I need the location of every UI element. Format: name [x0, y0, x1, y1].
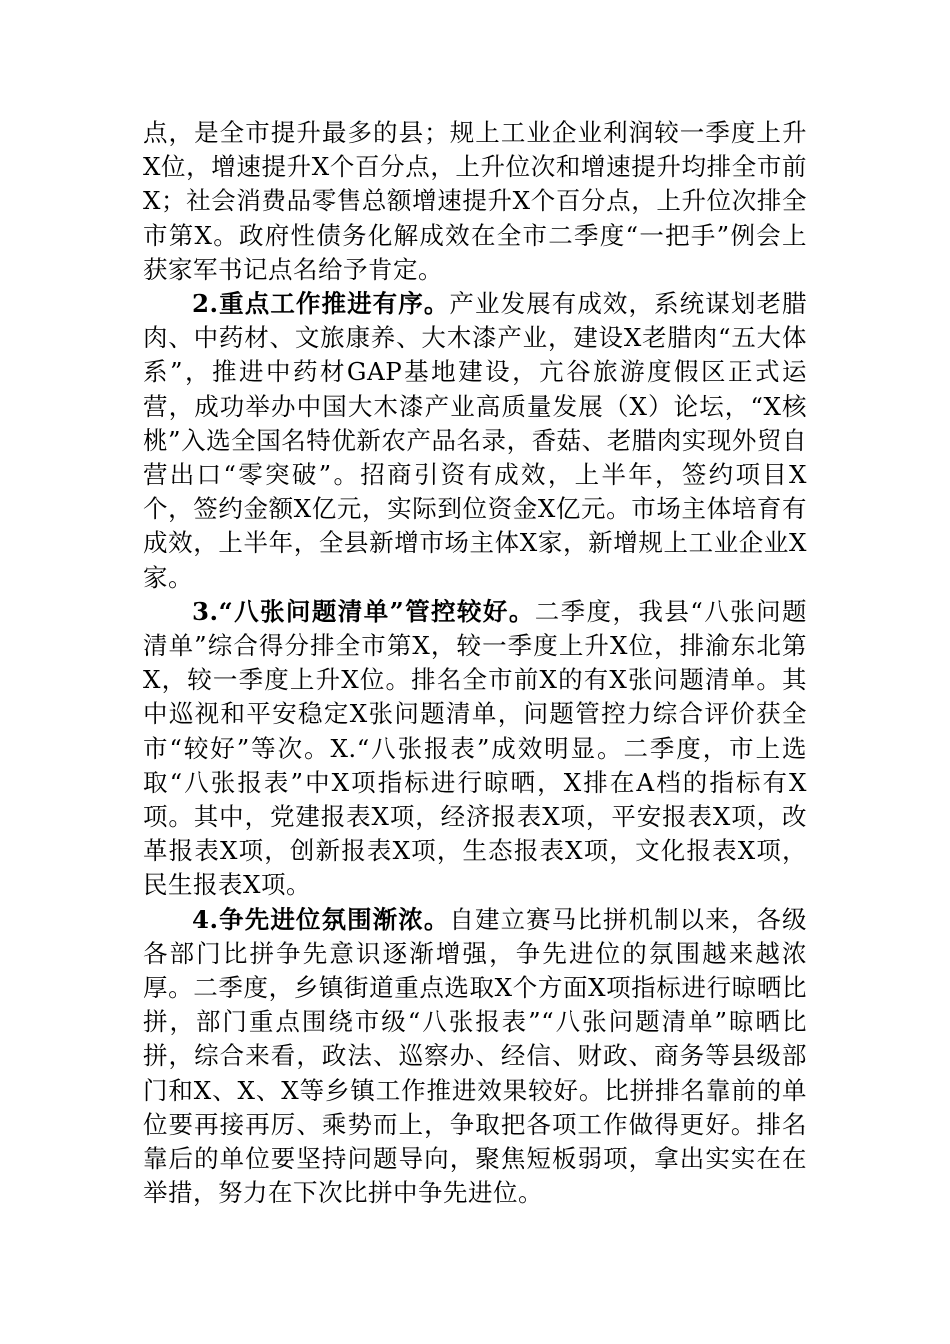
paragraph-continuation — [143, 116, 807, 287]
paragraph-key-work — [143, 287, 807, 595]
paragraph-body: 自建立赛马比拼机制以来，各级各部门比拼争先意识逐渐增强，争先进位的氛围越来越浓厚。二季度，乡镇街道重点选取X个方面X项指标进行晾晒比拼，部门重点围绕市级“八张报表”“八张问题清单”晾晒比拼，综合来看，政法、巡察办、经信、财政、商务等县级部门和X、X、X等乡镇工作推进效果较好。比拼排名靠前的单位要再接再厉、乘势而上，争取把各项工作做得更好。排名靠后的单位要坚持问题导向，聚焦短板弱项，拿出实实在在举措，努力在下次比拼中争先进位。 — [143, 904, 808, 1208]
paragraph-heading: 2.重点工作推进有序。 — [192, 289, 450, 319]
paragraph-body: 产业发展有成效，系统谋划老腊肉、中药材、文旅康养、大木漆产业，建设X老腊肉“五大体系”，推进中药材GAP基地建设，亢谷旅游度假区正式运营，成功举办中国大木漆产业高质量发展（X）论坛，“X核桃”入选全国名特优新农产品名录，香菇、老腊肉实现外贸自营出口“零突破”。招商引资有成效，上半年，签约项目X个，签约金额X亿元，实际到位资金X亿元。市场主体培育有成效，上半年，全县新增市场主体X家，新增规上工业企业X家。 — [143, 289, 808, 592]
document-page — [143, 116, 807, 1211]
paragraph-heading: 4.争先进位氛围渐浓。 — [192, 904, 450, 934]
paragraph-body: 二季度，我县“八张问题清单”综合得分排全市第X，较一季度上升X位，排渝东北第X，较一季度上升X位。排名全市前X的有X张问题清单。其中巡视和平安稳定X张问题清单，问题管控力综合评价获全市“较好”等次。X.“八张报表”成效明显。二季度，市上选取“八张报表”中X项指标进行晾晒，X排在A档的指标有X项。其中，党建报表X项，经济报表X项，平安报表X项，改革报表X项，创新报表X项，生态报表X项，文化报表X项，民生报表X项。 — [143, 596, 807, 900]
paragraph-competition — [143, 903, 807, 1211]
paragraph-heading: 3.“八张问题清单”管控较好。 — [192, 596, 535, 626]
paragraph-problem-lists — [143, 595, 807, 903]
paragraph-body: 点，是全市提升最多的县；规上工业企业利润较一季度上升X位，增速提升X个百分点，上升位次和增速提升均排全市前X；社会消费品零售总额增速提升X个百分点，上升位次排全市第X。政府性债务化解成效在全市二季度“一把手”例会上获家军书记点名给予肯定。 — [143, 118, 807, 284]
